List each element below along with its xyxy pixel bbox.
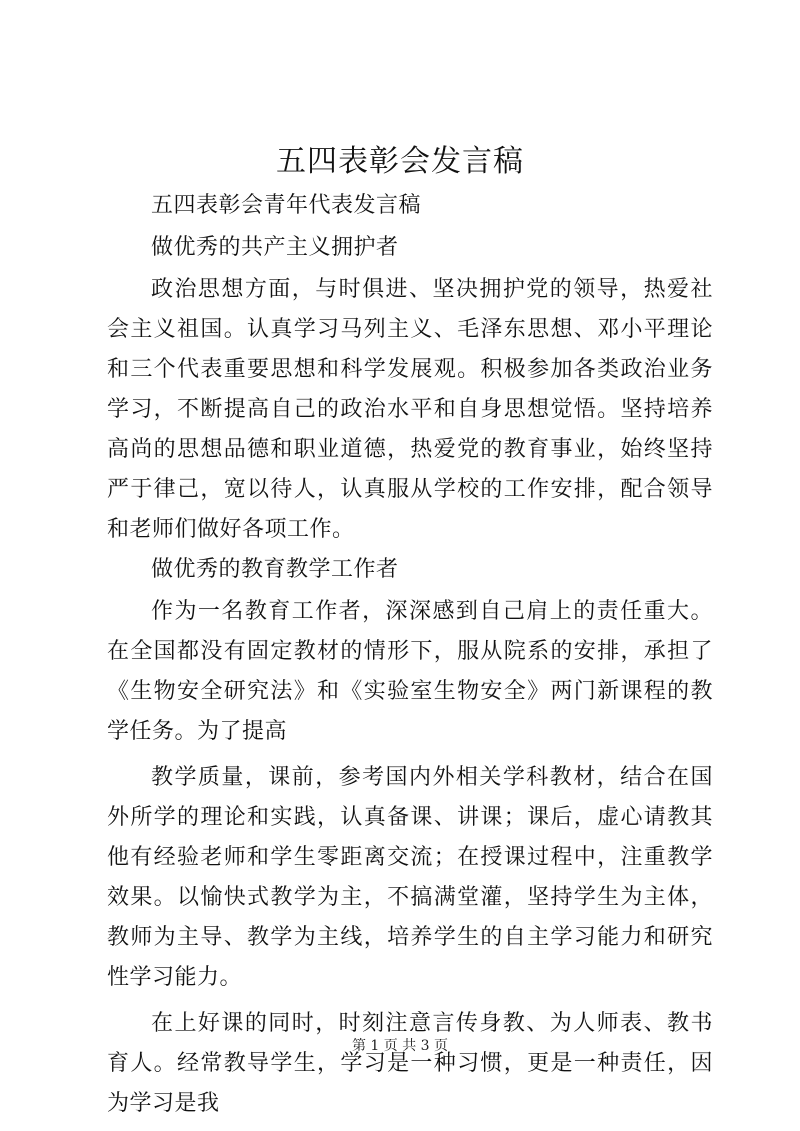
paragraph-political-thought: 政治思想方面，与时俱进、坚决拥护党的领导，热爱社会主义祖国。认真学习马列主义、毛泽东思想、邓小平理论和三个代表重要思想和科学发展观。积极参加各类政治业务学习，不断提高自己的政治水平和自身思想觉悟。坚持培养高尚的思想品德和职业道德，热爱党的教育事业，始终坚持严于律己，宽以待人，认真服从学校的工作安排，配合领导和老师们做好各项工作。	[107, 277, 713, 542]
document-body	[107, 186, 713, 1124]
paragraph-teach-by-example: 在上好课的同时，时刻注意言传身教、为人师表、教书育人。经常教导学生，学习是一种习惯，更是一种责任，因为学习是我	[107, 1011, 713, 1116]
page-number-footer: 第 1 页 共 3 页	[351, 1038, 449, 1054]
paragraph-subtitle: 五四表彰会青年代表发言稿	[151, 193, 422, 218]
paragraph-educator: 作为一名教育工作者，深深感到自己肩上的责任重大。在全国都没有固定教材的情形下，服从院系的安排，承担了《生物安全研究法》和《实验室生物安全》两门新课程的教学任务。为了提高	[107, 599, 713, 744]
paragraph-heading-teaching: 做优秀的教育教学工作者	[151, 557, 399, 582]
paragraph-teaching-quality: 教学质量，课前，参考国内外相关学科教材，结合在国外所学的理论和实践，认真备课、讲课；课后，虚心请教其他有经验老师和学生零距离交流；在授课过程中，注重教学效果。以愉快式教学为主，不搞满堂灌，坚持学生为主体，教师为主导、教学为主线，培养学生的自主学习能力和研究性学习能力。	[107, 765, 713, 990]
page-title: 五四表彰会发言稿	[276, 144, 524, 179]
paragraph-heading-communist: 做优秀的共产主义拥护者	[151, 235, 399, 260]
